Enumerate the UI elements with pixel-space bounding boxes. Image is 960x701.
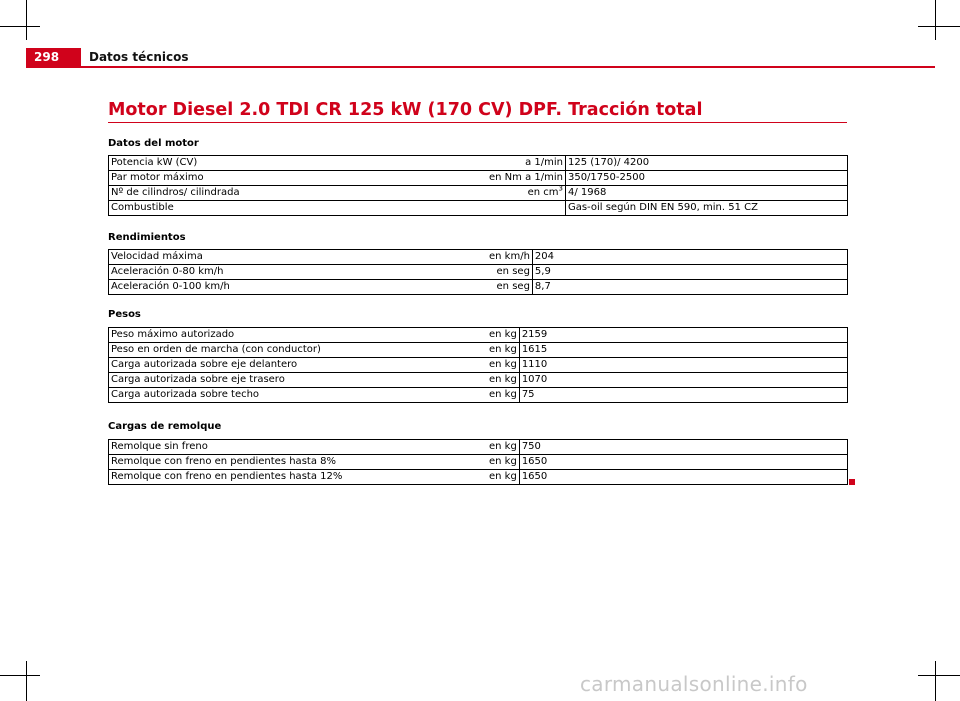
table-row — [109, 280, 848, 295]
table-row — [109, 388, 848, 403]
spec-value: 8,7 — [532, 280, 847, 295]
end-of-section-marker — [849, 479, 855, 485]
crop-mark — [918, 675, 960, 676]
crop-mark — [935, 661, 936, 701]
spec-value: 1650 — [519, 470, 847, 485]
spec-value: 350/1750-2500 — [565, 171, 847, 186]
spec-unit: en kg — [487, 470, 519, 485]
crop-mark — [935, 0, 936, 40]
spec-unit: en km/h — [487, 250, 532, 265]
table-row — [109, 328, 848, 343]
crop-mark — [26, 661, 27, 701]
section-heading-remolque: Cargas de remolque — [108, 421, 222, 432]
title-rule — [108, 122, 847, 123]
spec-label: Potencia kW (CV) — [109, 156, 488, 171]
spec-label: Aceleración 0-100 km/h — [109, 280, 488, 295]
spec-label: Remolque con freno en pendientes hasta 8% — [109, 455, 488, 470]
spec-unit: a 1/min — [487, 156, 565, 171]
crop-mark — [0, 26, 40, 27]
table-row — [109, 250, 848, 265]
spec-label: Remolque sin freno — [109, 440, 488, 455]
spec-label: Velocidad máxima — [109, 250, 488, 265]
table-row — [109, 171, 848, 186]
spec-unit: en kg — [487, 455, 519, 470]
spec-unit: en kg — [487, 358, 519, 373]
crop-mark — [26, 0, 27, 40]
spec-value: 2159 — [519, 328, 847, 343]
spec-unit — [487, 201, 565, 216]
spec-value: Gas-oil según DIN EN 590, min. 51 CZ — [565, 201, 847, 216]
table-row — [109, 455, 848, 470]
section-heading-pesos: Pesos — [108, 309, 141, 320]
unit-superscript: 3 — [558, 184, 563, 193]
page-number: 298 — [26, 48, 81, 67]
table-row — [109, 470, 848, 485]
table-row — [109, 265, 848, 280]
spec-value: 125 (170)/ 4200 — [565, 156, 847, 171]
table-row — [109, 201, 848, 216]
table-motor — [108, 155, 848, 216]
spec-value: 1110 — [519, 358, 847, 373]
section-heading-rendimientos: Rendimientos — [108, 232, 186, 243]
spec-label: Carga autorizada sobre eje trasero — [109, 373, 488, 388]
spec-unit: en $cm^3$ — [487, 186, 565, 201]
spec-unit: en kg — [487, 388, 519, 403]
watermark: carmanualsonline.info — [580, 672, 808, 696]
spec-value: 75 — [519, 388, 847, 403]
section-heading-motor: Datos del motor — [108, 138, 199, 149]
spec-label: Carga autorizada sobre techo — [109, 388, 488, 403]
spec-value: 204 — [532, 250, 847, 265]
spec-label: Aceleración 0-80 km/h — [109, 265, 488, 280]
spec-unit: en kg — [487, 328, 519, 343]
page-title: Motor Diesel 2.0 TDI CR 125 kW (170 CV) DPF. Tracción total — [108, 100, 703, 120]
table-row — [109, 186, 848, 201]
header-rule — [26, 66, 935, 68]
table-row — [109, 156, 848, 171]
crop-mark — [0, 675, 40, 676]
table-remolque — [108, 439, 848, 485]
crop-mark — [918, 26, 960, 27]
spec-value: 4/ 1968 — [565, 186, 847, 201]
table-rendimientos — [108, 249, 848, 295]
spec-label: Nº de cilindros/ cilindrada — [109, 186, 488, 201]
spec-label: Peso máximo autorizado — [109, 328, 488, 343]
spec-label: Remolque con freno en pendientes hasta 12% — [109, 470, 488, 485]
spec-unit: en seg — [487, 265, 532, 280]
table-pesos — [108, 327, 848, 403]
spec-unit: en Nm a 1/min — [487, 171, 565, 186]
table-row — [109, 343, 848, 358]
spec-unit: en kg — [487, 373, 519, 388]
spec-unit: en kg — [487, 343, 519, 358]
table-row — [109, 358, 848, 373]
spec-label: Combustible — [109, 201, 488, 216]
table-row — [109, 440, 848, 455]
spec-value: 1070 — [519, 373, 847, 388]
spec-label: Carga autorizada sobre eje delantero — [109, 358, 488, 373]
header-section-title: Datos técnicos — [89, 50, 189, 64]
table-row — [109, 373, 848, 388]
spec-unit: en kg — [487, 440, 519, 455]
spec-value: 1615 — [519, 343, 847, 358]
spec-label: Par motor máximo — [109, 171, 488, 186]
spec-value: 1650 — [519, 455, 847, 470]
spec-value: 750 — [519, 440, 847, 455]
spec-value: 5,9 — [532, 265, 847, 280]
spec-label: Peso en orden de marcha (con conductor) — [109, 343, 488, 358]
spec-unit: en seg — [487, 280, 532, 295]
